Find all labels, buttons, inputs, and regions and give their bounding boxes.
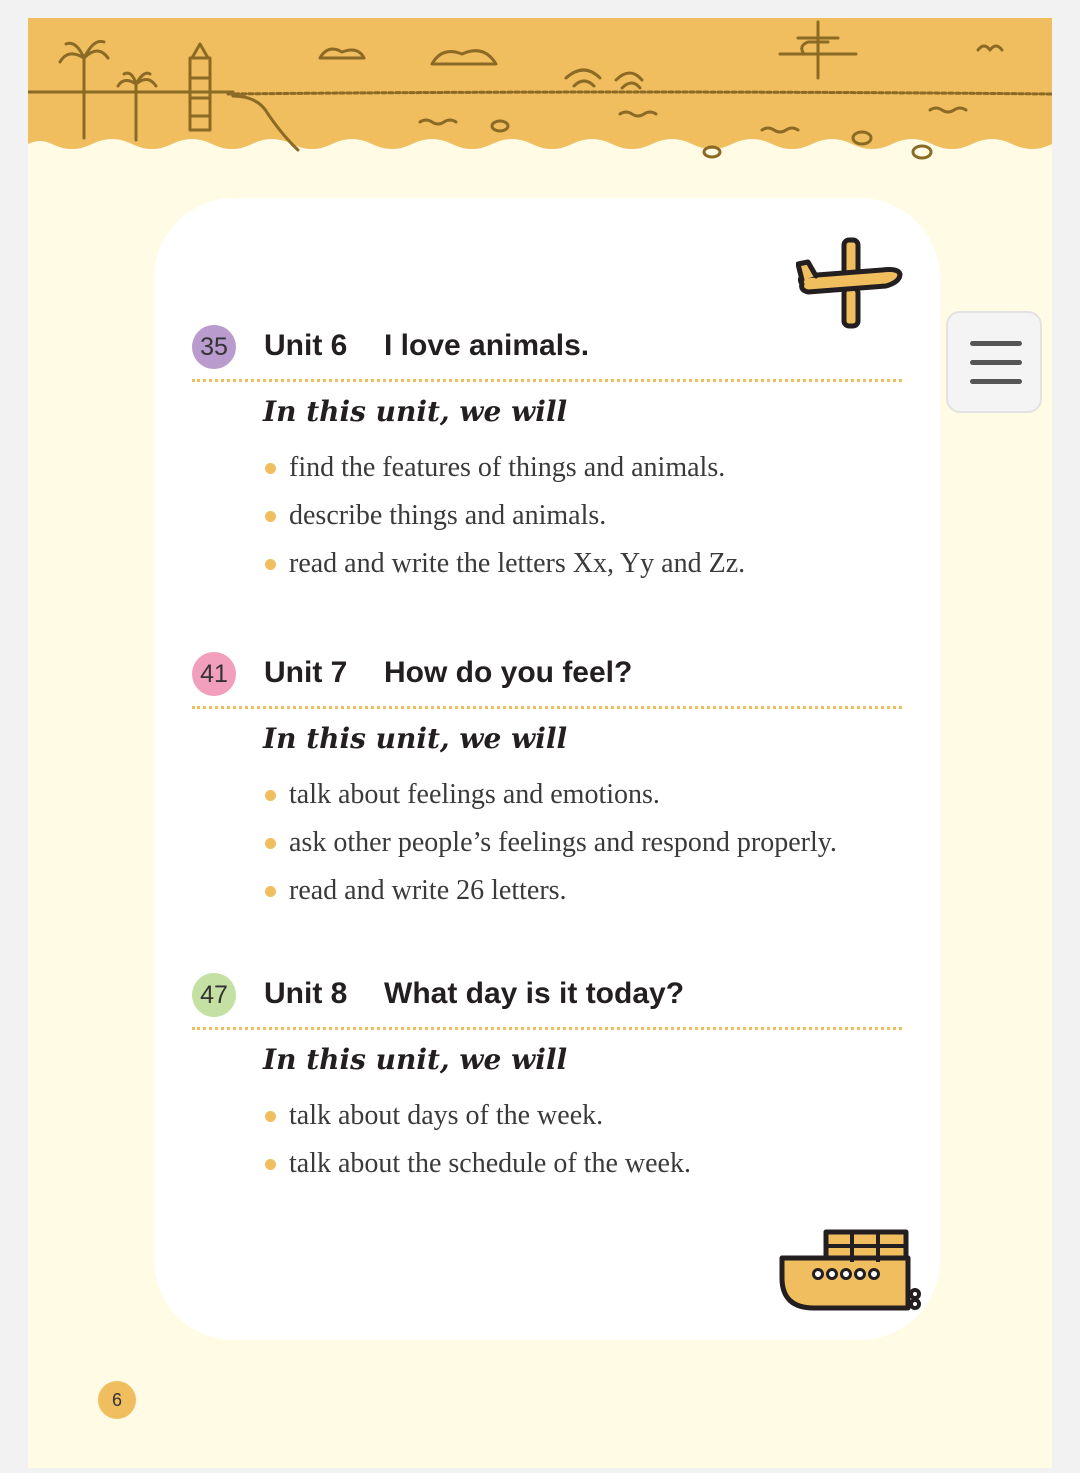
- unit-title: How do you feel?: [384, 656, 633, 689]
- unit-title: I love animals.: [384, 329, 590, 362]
- bullet-icon: [265, 886, 276, 897]
- airplane-icon: [796, 236, 904, 332]
- list-item: ask other people’s feelings and respond properly.: [263, 824, 837, 872]
- unit-label: Unit 6: [264, 329, 348, 362]
- bullet-icon: [265, 511, 276, 522]
- unit-intro: In this unit, we will: [263, 1043, 568, 1076]
- unit-section-8: [192, 973, 902, 1179]
- unit-label: Unit 8: [264, 977, 348, 1010]
- unit-section-6: [192, 325, 902, 579]
- bullet-icon: [265, 463, 276, 474]
- unit-title: What day is it today?: [384, 977, 685, 1010]
- list-item: talk about days of the week.: [263, 1097, 691, 1145]
- dotted-divider: [192, 1027, 902, 1030]
- document-page: [28, 18, 1052, 1468]
- page-number: 6: [98, 1381, 136, 1419]
- bullet-icon: [265, 1159, 276, 1170]
- dotted-divider: [192, 379, 902, 382]
- bullet-icon: [265, 559, 276, 570]
- list-item: read and write the letters Xx, Yy and Zz.: [263, 545, 745, 593]
- list-item: find the features of things and animals.: [263, 449, 745, 497]
- bullet-icon: [265, 838, 276, 849]
- bullet-icon: [265, 790, 276, 801]
- goals-list: [263, 1097, 691, 1193]
- hamburger-menu-icon[interactable]: [946, 311, 1042, 413]
- goals-list: [263, 776, 837, 920]
- page-badge[interactable]: 41: [192, 652, 236, 696]
- unit-section-7: [192, 652, 902, 906]
- list-item: talk about the schedule of the week.: [263, 1145, 691, 1193]
- cargo-ship-icon: [778, 1228, 926, 1324]
- unit-intro: In this unit, we will: [263, 395, 568, 428]
- list-item: talk about feelings and emotions.: [263, 776, 837, 824]
- dotted-divider: [192, 706, 902, 709]
- goals-list: [263, 449, 745, 593]
- bullet-icon: [265, 1111, 276, 1122]
- page-badge[interactable]: 35: [192, 325, 236, 369]
- unit-intro: In this unit, we will: [263, 722, 568, 755]
- beach-sea-banner-illustration: [28, 18, 1052, 168]
- list-item: read and write 26 letters.: [263, 872, 837, 920]
- page-badge[interactable]: 47: [192, 973, 236, 1017]
- list-item: describe things and animals.: [263, 497, 745, 545]
- unit-label: Unit 7: [264, 656, 348, 689]
